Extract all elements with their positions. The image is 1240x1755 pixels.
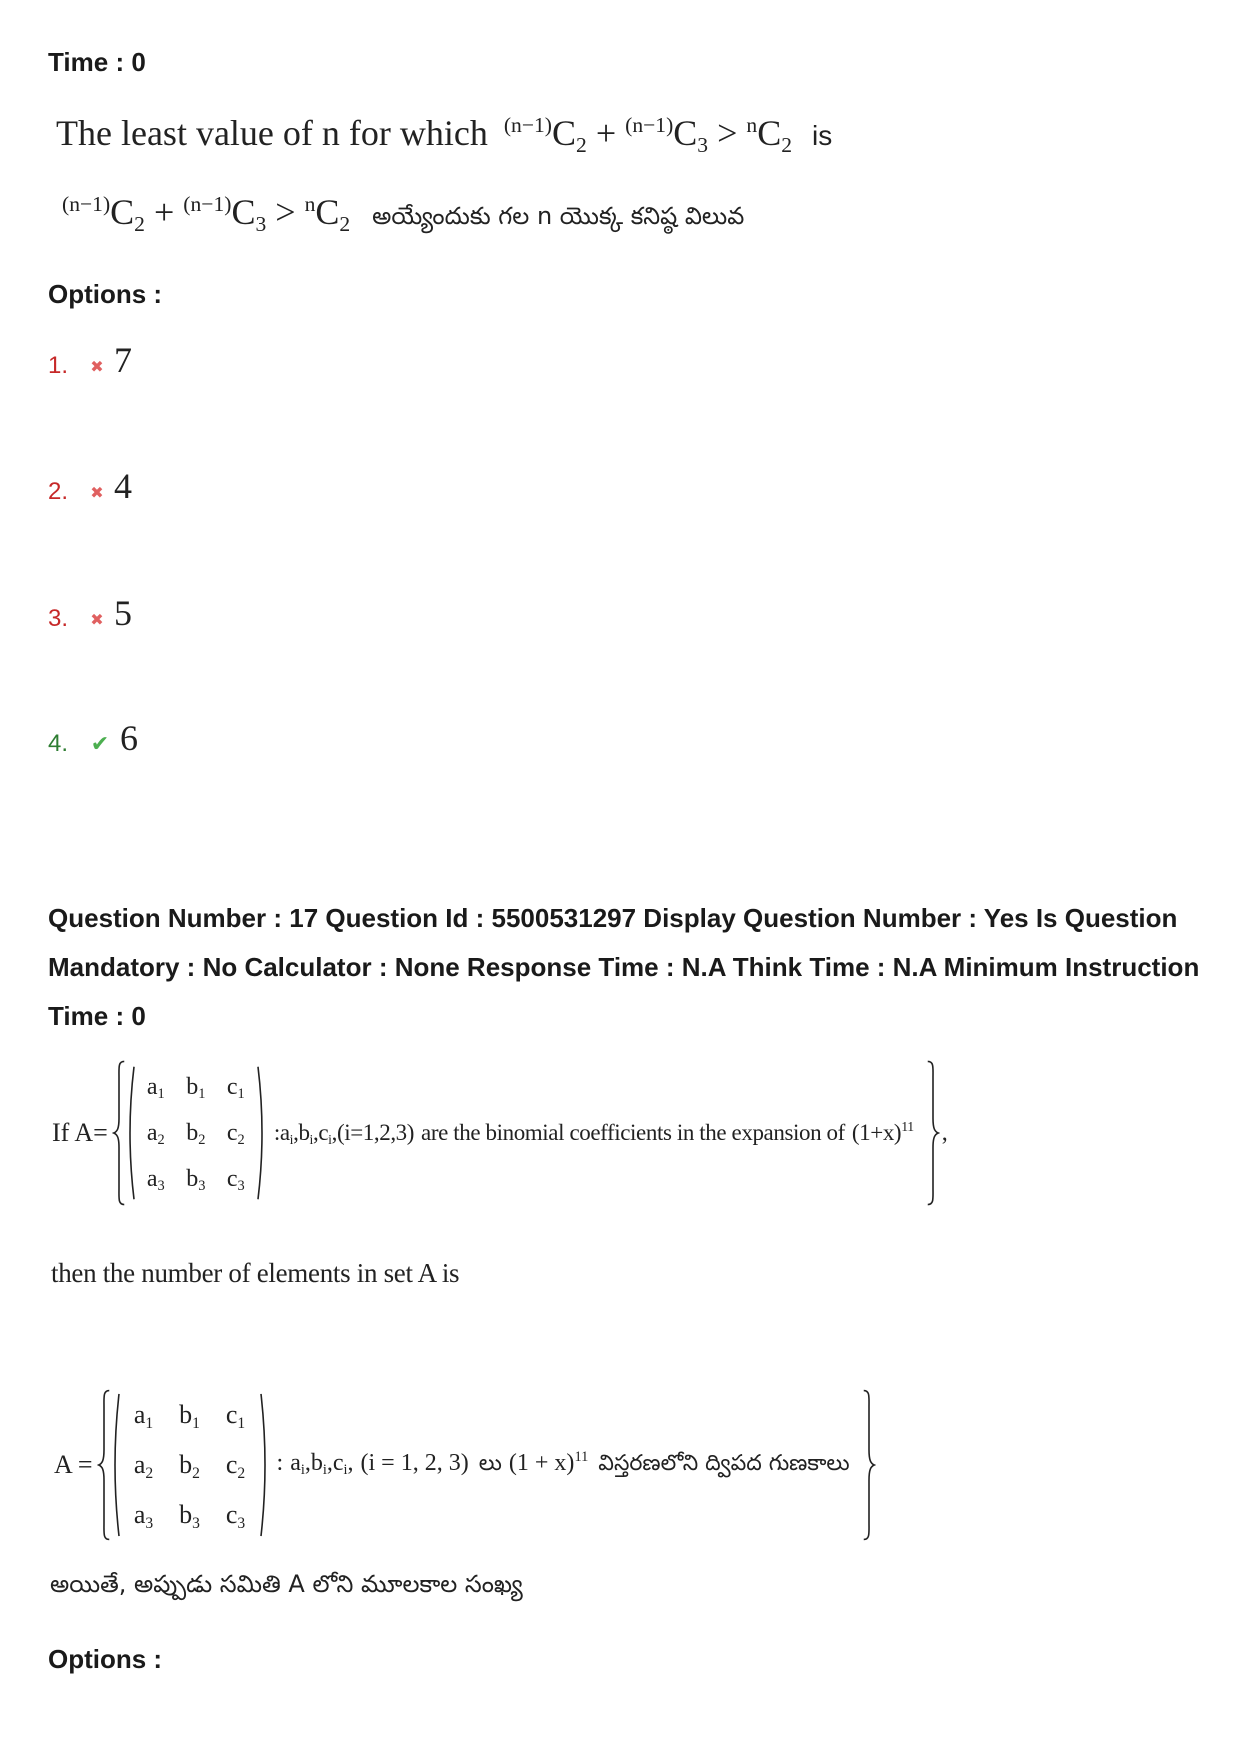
binomial-power: 11 <box>574 1448 589 1465</box>
binomial-base: (1 + x) <box>508 1449 575 1476</box>
condition-text: are the binomial coefficients in the expansion of <box>421 1120 845 1145</box>
matrix-entry <box>227 1120 245 1147</box>
matrix-entry <box>147 1166 165 1193</box>
right-brace <box>926 1060 940 1206</box>
matrix-entry-variable: c <box>225 1500 238 1529</box>
binomial-power: 11 <box>901 1119 914 1135</box>
combination-symbol: C <box>673 113 698 153</box>
set-definition-telugu <box>54 1388 876 1542</box>
matrix-entry-subscript: 3 <box>198 1178 206 1195</box>
matrix-entry <box>134 1450 153 1480</box>
time-line: Time : 0 <box>48 47 146 77</box>
combination-lower-index: 2 <box>576 132 587 157</box>
matrix-entry-variable: c <box>225 1400 238 1429</box>
variable-b: b <box>310 1449 323 1476</box>
options-label: Options : <box>48 1644 163 1674</box>
matrix-entry-variable: b <box>186 1165 199 1192</box>
variable-c: c <box>332 1449 344 1476</box>
question-meta-line: Question Number : 17 Question Id : 5500531297 Display Question Number : Yes Is Question <box>48 903 1178 933</box>
greater-than-operator: > <box>275 192 296 232</box>
variable-subscript: i <box>309 1132 313 1148</box>
option-3 <box>48 593 132 641</box>
comma: , <box>304 1449 311 1476</box>
set-lhs: If A= <box>52 1118 108 1147</box>
options-label: Options : <box>48 279 163 309</box>
inequality-expression <box>62 188 350 236</box>
option-1 <box>48 340 132 388</box>
option-value: 5 <box>114 593 132 633</box>
variable-subscript: i <box>343 1462 348 1479</box>
matrix-entry-variable: a <box>146 1165 158 1192</box>
comma: , <box>293 1120 299 1145</box>
matrix-entry <box>186 1120 205 1147</box>
matrix-entry-variable: a <box>146 1073 158 1100</box>
left-brace <box>112 1060 126 1206</box>
cross-icon <box>88 357 106 376</box>
combination-upper-index: n <box>746 112 758 137</box>
variable-subscript: i <box>300 1462 305 1479</box>
right-brace <box>862 1389 876 1541</box>
condition-text-telugu: విస్తరణలోని ద్విపద గుణకాలు <box>598 1450 850 1476</box>
variable-subscript: i <box>289 1132 294 1148</box>
variable-subscript: i <box>328 1132 332 1148</box>
set-lhs: A = <box>54 1450 93 1479</box>
option-2 <box>48 466 132 514</box>
matrix-entry <box>186 1074 205 1101</box>
matrix-entry-subscript: 2 <box>237 1132 245 1149</box>
matrix-entry-subscript: 3 <box>237 1514 246 1532</box>
left-paren <box>126 1064 136 1202</box>
matrix-entry <box>186 1166 205 1193</box>
right-paren <box>259 1391 269 1539</box>
comma: , <box>326 1449 333 1476</box>
matrix-entry-variable: c <box>225 1450 238 1479</box>
check-icon <box>88 732 112 757</box>
matrix-entry-variable: c <box>226 1073 238 1100</box>
matrix-entry-variable: a <box>133 1400 146 1429</box>
matrix-entry-variable: b <box>186 1119 199 1146</box>
option-number: 4. <box>48 730 69 757</box>
matrix-entry-variable: a <box>133 1450 146 1479</box>
matrix-entry-variable: a <box>133 1500 146 1529</box>
combination-symbol: C <box>757 113 782 153</box>
question-line-telugu: అయితే, అప్పుడు సమితి A లోని మూలకాల సంఖ్య <box>50 1570 523 1598</box>
colon: : <box>276 1449 284 1476</box>
combination-lower-index: 2 <box>781 132 793 157</box>
matrix <box>136 1064 256 1202</box>
matrix-entry-subscript: 2 <box>157 1132 165 1149</box>
condition-text-telugu: లు <box>478 1450 502 1476</box>
matrix-entry <box>179 1500 200 1530</box>
option-number: 1. <box>48 352 69 379</box>
question-line-english: then the number of elements in set A is <box>51 1258 460 1288</box>
combination-symbol: C <box>110 192 135 232</box>
stem-tail-text-telugu: అయ్యేందుకు గల n యొక్క కనిష్ఠ విలువ <box>372 202 745 230</box>
matrix <box>121 1390 259 1540</box>
colon: : <box>273 1120 280 1145</box>
matrix-entry <box>134 1500 153 1530</box>
matrix-entry-subscript: 1 <box>145 1414 154 1432</box>
matrix-entry-variable: b <box>179 1400 193 1429</box>
comma: , <box>347 1449 354 1476</box>
matrix-entry <box>179 1450 200 1480</box>
option-value: 7 <box>114 340 132 380</box>
combination-upper-index: (n−1) <box>183 191 232 216</box>
matrix-entry <box>134 1400 153 1430</box>
combination-upper-index: (n−1) <box>62 191 111 216</box>
option-value: 4 <box>114 466 132 506</box>
combination-symbol: C <box>231 192 256 232</box>
combination-lower-index: 3 <box>255 211 267 236</box>
matrix-entry-subscript: 3 <box>192 1514 200 1532</box>
cross-icon <box>88 610 106 629</box>
set-definition-english <box>52 1058 948 1208</box>
right-paren <box>256 1064 266 1202</box>
matrix-entry-subscript: 2 <box>192 1464 200 1482</box>
option-4 <box>48 718 138 766</box>
variable-a: a <box>279 1120 290 1145</box>
matrix-entry-variable: b <box>186 1073 199 1100</box>
index-range: (i=1,2,3) <box>336 1120 415 1145</box>
combination-upper-index: n <box>304 191 316 216</box>
trailing-comma: , <box>941 1119 948 1146</box>
comma: , <box>331 1120 337 1145</box>
matrix-entry-subscript: 3 <box>157 1178 165 1195</box>
matrix-entry-subscript: 1 <box>237 1414 246 1432</box>
plus-operator: + <box>153 192 175 232</box>
matrix-entry-variable: a <box>146 1119 158 1146</box>
matrix-entry-subscript: 1 <box>192 1414 200 1432</box>
matrix-entry <box>226 1450 245 1480</box>
combination-upper-index: (n−1) <box>625 112 674 137</box>
option-number: 2. <box>48 478 69 505</box>
time-line: Time : 0 <box>48 1001 146 1031</box>
set-condition-english <box>274 1120 914 1146</box>
question-stem-telugu <box>62 188 744 236</box>
combination-symbol: C <box>552 113 577 153</box>
matrix-entry-variable: c <box>226 1119 238 1146</box>
question-stem-english <box>56 109 832 157</box>
comma: , <box>312 1120 319 1145</box>
combination-symbol: C <box>315 192 340 232</box>
matrix-entry-subscript: 2 <box>198 1132 206 1149</box>
cross-icon <box>88 483 106 502</box>
index-range: (i = 1, 2, 3) <box>360 1449 469 1476</box>
inequality-expression <box>504 109 792 157</box>
matrix-entry <box>147 1074 165 1101</box>
combination-upper-index: (n−1) <box>503 112 552 137</box>
stem-lead-text: The least value of n for which <box>56 113 488 153</box>
option-value: 6 <box>120 718 138 758</box>
matrix-entry-subscript: 3 <box>237 1178 245 1195</box>
matrix-entry <box>227 1074 245 1101</box>
matrix-entry-variable: c <box>226 1165 238 1192</box>
matrix-entry-variable: b <box>179 1500 193 1529</box>
combination-lower-index: 2 <box>134 211 145 236</box>
binomial-base: (1+x) <box>851 1120 902 1145</box>
matrix-entry <box>226 1500 245 1530</box>
set-condition-telugu <box>277 1450 850 1481</box>
left-paren <box>111 1391 121 1539</box>
matrix-entry <box>227 1166 245 1193</box>
matrix-entry-variable: b <box>179 1450 193 1479</box>
stem-tail-text: is <box>812 120 833 151</box>
greater-than-operator: > <box>717 113 738 153</box>
variable-a: a <box>290 1449 301 1476</box>
combination-lower-index: 2 <box>339 211 351 236</box>
variable-c: c <box>318 1120 329 1145</box>
plus-operator: + <box>595 113 617 153</box>
matrix-entry-subscript: 2 <box>237 1464 246 1482</box>
question-meta-line: Mandatory : No Calculator : None Response Time : N.A Think Time : N.A Minimum Instruction <box>48 952 1200 982</box>
option-number: 3. <box>48 605 69 632</box>
matrix-entry <box>226 1400 245 1430</box>
matrix-entry <box>179 1400 200 1430</box>
matrix-entry-subscript: 1 <box>237 1086 245 1103</box>
matrix-entry-subscript: 2 <box>145 1464 154 1482</box>
combination-lower-index: 3 <box>697 132 709 157</box>
left-brace <box>97 1389 111 1541</box>
matrix-entry-subscript: 1 <box>157 1086 165 1103</box>
matrix-entry-subscript: 3 <box>145 1514 154 1532</box>
variable-subscript: i <box>322 1462 327 1479</box>
matrix-entry <box>147 1120 165 1147</box>
variable-b: b <box>298 1120 310 1145</box>
matrix-entry-subscript: 1 <box>198 1086 206 1103</box>
